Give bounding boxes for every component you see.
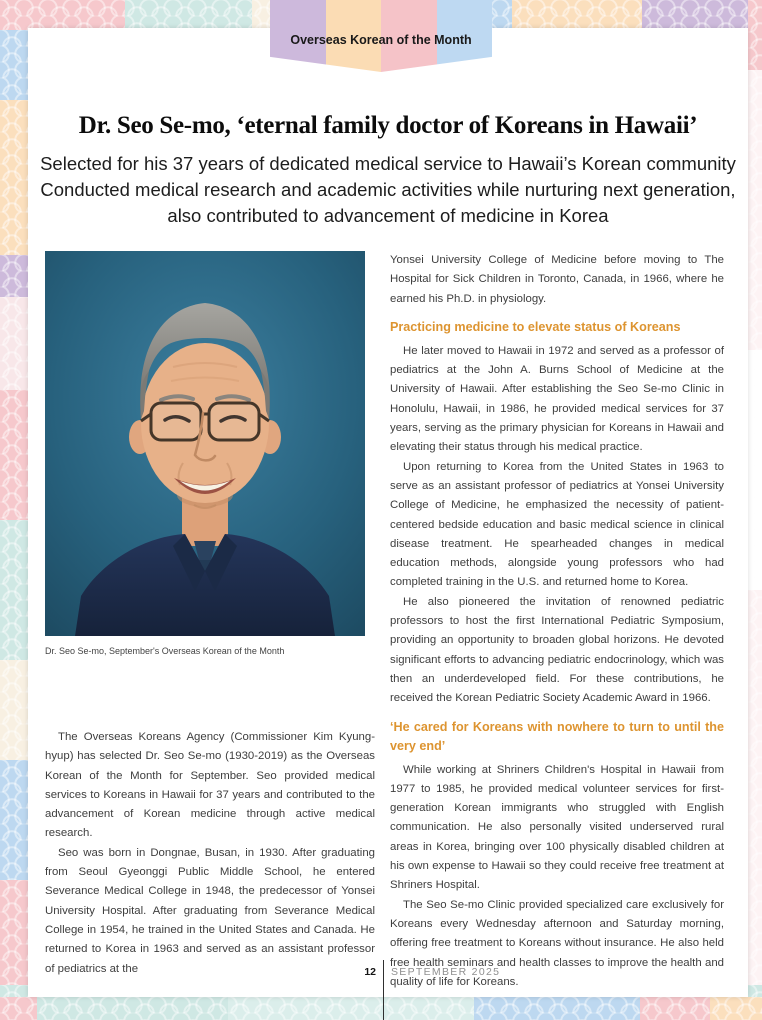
paragraph: While working at Shriners Children's Hospital in Hawaii from 1977 to 1985, he provided medical volunteer services for first-generation Korean immigrants who struggled with English communication. He also personally visited underserved rural areas in Korea, bringing over 100 physically disabled children at his own expense to Hawaii so they could receive free treatment at Shriners Hospital. xyxy=(390,763,724,892)
subtitle-line: also contributed to advancement of medicine in Korea xyxy=(167,205,609,226)
paragraph: Seo was born in Dongnae, Busan, in 1930. After graduating from Seoul Gyeonggi Public Middle School, he entered Severance Medical College in 1948, the predecessor of Yonsei University Hospital. After graduating from Severance Medical College in 1954, he trained in the United States and Canada. He returned to Korea in 1963 and served as an assistant professor of pediatrics at the xyxy=(45,846,375,975)
magazine-page xyxy=(28,28,748,997)
border-tile xyxy=(0,30,28,100)
paragraph: The Overseas Koreans Agency (Commissioner Kim Kyung-hyup) has selected Dr. Seo Se-mo (1930-2019) as the Overseas Korean of the Month for September. Seo provided medical services to Koreans in Hawaii for 37 years and contributed to the advancement of Korean medicine through active medical research. xyxy=(45,731,375,840)
ribbon-label: Overseas Korean of the Month xyxy=(290,33,472,47)
footer-page-number: 12 xyxy=(364,966,376,978)
paragraph: He later moved to Hawaii in 1972 and served as a professor of pediatrics at the John A. Burns School of Medicine at the University of Hawaii. After establishing the Seo Se-mo Clinic in Honolulu, Hawaii, in 1986, he provided medical services for 37 years, serving as the primary physician for Koreans in Hawaii and elevating their status through his medical practice. xyxy=(390,344,724,454)
section-heading: Practicing medicine to elevate status of Koreans xyxy=(390,319,681,334)
border-tile xyxy=(748,350,762,590)
paragraph: The Seo Se-mo Clinic provided specialized care exclusively for Koreans every Wednesday afternoon and Saturday morning, offering free treatment to Koreans without insurance. He also held free health seminars and health classes to improve the health and quality of life for Koreans. xyxy=(390,898,724,988)
border-tile xyxy=(748,0,762,70)
border-tile xyxy=(0,0,28,30)
border-tile xyxy=(748,70,762,350)
page-title: Dr. Seo Se-mo, ‘eternal family doctor of Koreans in Hawaii’ xyxy=(78,112,698,139)
border-tile xyxy=(0,880,28,985)
border-tile xyxy=(512,0,642,28)
border-tile xyxy=(0,255,28,297)
photo-caption: Dr. Seo Se-mo, September's Overseas Korean of the Month xyxy=(45,646,285,656)
border-tile xyxy=(0,660,28,760)
border-tile xyxy=(0,760,28,880)
subtitle-line: Conducted medical research and academic activities while nurturing next generation, xyxy=(40,179,736,200)
border-tile xyxy=(0,390,28,520)
border-tile xyxy=(0,997,37,1020)
paragraph: Upon returning to Korea from the United States in 1963 to serve as an assistant professor of pediatrics at Yonsei University College of Medicine, he emphasized the necessity of patient-centered bedside education and basic medical science in clinical disease treatment. He spearheaded changes in medical education methods, alongside young professors who had completed training in the U.S. and returned home to Korea. xyxy=(390,460,724,589)
subtitle-line: Selected for his 37 years of dedicated medical service to Hawaii’s Korean community xyxy=(40,153,736,174)
border-right xyxy=(748,0,762,1020)
border-tile xyxy=(640,997,710,1020)
section-heading: ‘He cared for Koreans with nowhere to turn to until the very end’ xyxy=(390,719,724,753)
paragraph: Yonsei University College of Medicine before moving to The Hospital for Sick Children in Toronto, Canada, in 1966, where he earned his Ph.D. in physiology. xyxy=(390,254,724,305)
border-tile xyxy=(474,997,640,1020)
left-body-text xyxy=(45,728,375,979)
border-tile xyxy=(0,100,28,255)
border-tile xyxy=(125,0,252,28)
left-column xyxy=(45,251,375,992)
subtitle xyxy=(28,151,748,229)
right-column xyxy=(390,251,724,992)
portrait-photo xyxy=(45,251,365,636)
border-tile xyxy=(0,297,28,390)
article-columns xyxy=(28,251,748,992)
border-tile xyxy=(748,590,762,985)
border-tile xyxy=(0,520,28,660)
footer-issue: SEPTEMBER 2025 xyxy=(391,966,501,978)
footer-divider-line xyxy=(383,960,384,1020)
border-tile xyxy=(642,0,752,28)
border-tile xyxy=(710,997,762,1020)
paragraph: He also pioneered the invitation of renowned pediatric professors to host the first International Pediatric Symposium, providing an opportunity to broaden global horizons. He devoted significant efforts to advancing pediatric endocrinology, which was then an underdeveloped field. For these contributions, he received the Korean Pediatric Society Academic Award in 1966. xyxy=(390,595,724,705)
border-left xyxy=(0,0,28,1020)
border-tile xyxy=(37,997,228,1020)
border-tile xyxy=(228,997,474,1020)
border-bottom xyxy=(0,997,762,1020)
